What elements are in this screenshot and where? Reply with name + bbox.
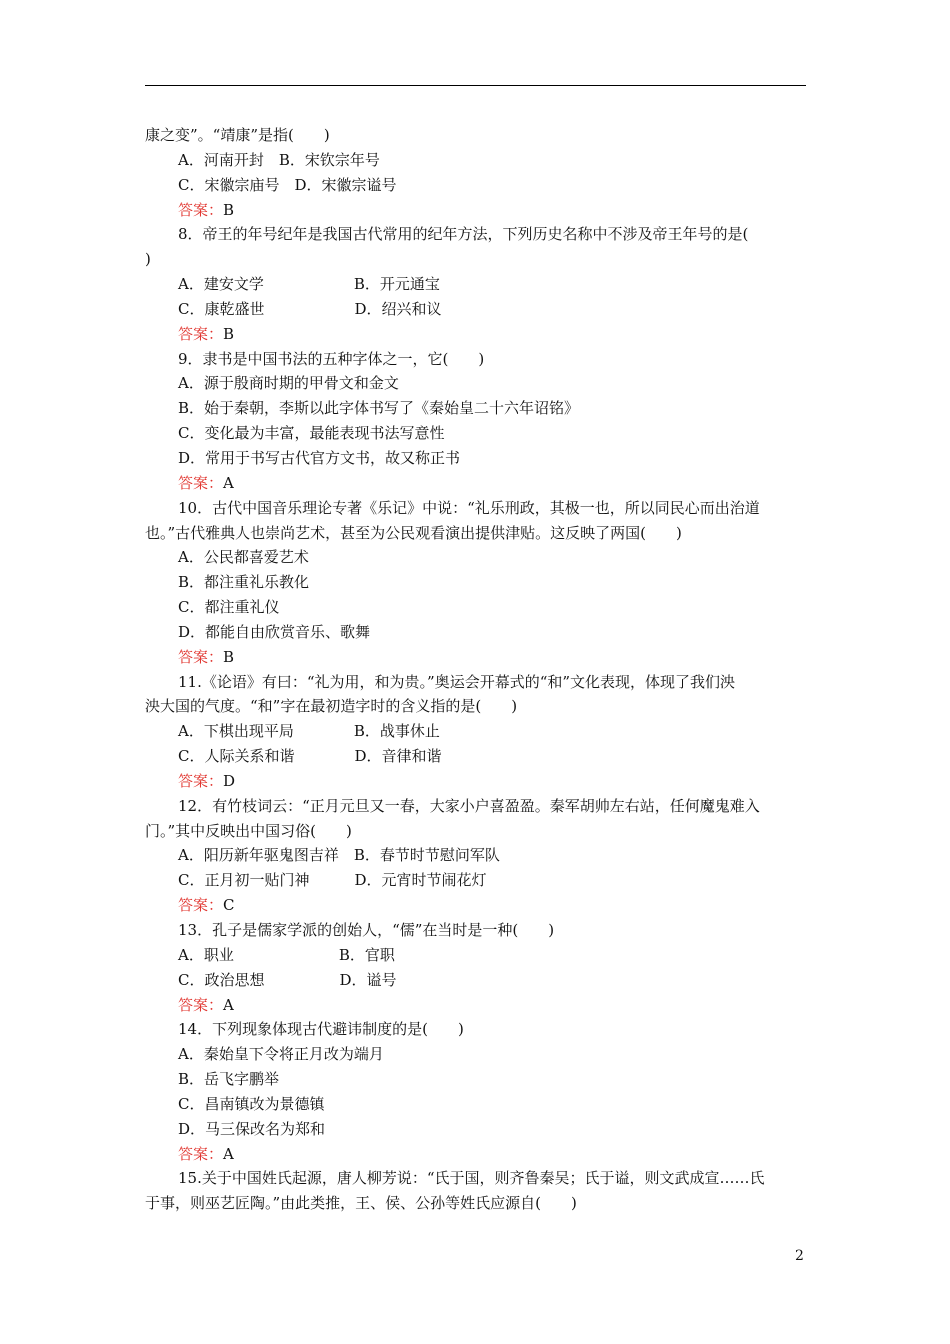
text-line: B．始于秦朝，李斯以此字体书写了《秦始皇二十六年诏铭》: [178, 399, 580, 418]
text-line: 8．帝王的年号纪年是我国古代常用的纪年方法，下列历史名称中不涉及帝王年号的是(: [178, 225, 749, 244]
text-line: 10．古代中国音乐理论专著《乐记》中说：“礼乐刑政，其极一也，所以同民心而出治道: [178, 498, 760, 517]
text-line: 9．隶书是中国书法的五种字体之一，它( ): [178, 349, 485, 368]
answer-line: [145, 198, 807, 223]
text-line: A．下棋出现平局 B．战事休止: [178, 722, 440, 741]
answer-line: [145, 893, 807, 918]
text-line: ): [145, 250, 151, 269]
answer-label: 答案：: [178, 896, 224, 915]
text-line: 于事，则巫艺匠陶。”由此类推，王、侯、公孙等姓氏应源自( ): [145, 1194, 577, 1213]
text-line: C．人际关系和谐 D．音律和谐: [178, 747, 442, 766]
text-line: B．都注重礼乐教化: [178, 573, 310, 592]
text-line: 泱大国的气度。“和”字在最初造字时的含义指的是( ): [145, 697, 518, 716]
answer-line: [145, 769, 807, 794]
answer-label: 答案：: [178, 200, 224, 219]
answer-line: [145, 645, 807, 670]
answer-line: [145, 993, 807, 1018]
answer-line: [145, 1142, 807, 1167]
text-line: D．都能自由欣赏音乐、歌舞: [178, 622, 371, 641]
text-line: C．正月初一贴门神 D．元宵时节闹花灯: [178, 871, 487, 890]
answer-value: A: [223, 473, 234, 492]
text-line: C．宋徽宗庙号 D．宋徽宗谥号: [178, 175, 397, 194]
answer-label: 答案：: [178, 771, 224, 790]
text-line: A．公民都喜爱艺术: [178, 548, 309, 567]
text-line: 15.关于中国姓氏起源，唐人柳芳说：“氏于国，则齐鲁秦吴；氏于谥，则文武成宣……氏: [178, 1169, 765, 1188]
text-line: A．源于殷商时期的甲骨文和金文: [178, 374, 399, 393]
text-line: C．政治思想 D．谥号: [178, 970, 397, 989]
answer-label: 答案：: [178, 473, 224, 492]
answer-value: A: [223, 1144, 234, 1163]
answer-value: B: [223, 324, 235, 343]
page-number: 2: [795, 1248, 804, 1264]
answer-value: D: [223, 771, 236, 790]
text-line: A．河南开封 B．宋钦宗年号: [178, 150, 380, 169]
text-line: 13．孔子是儒家学派的创始人，“儒”在当时是一种( ): [178, 921, 555, 939]
text-line: B．岳飞字鹏举: [178, 1070, 280, 1089]
text-line: 康之变”。“靖康”是指( ): [145, 126, 330, 144]
answer-label: 答案：: [178, 1144, 224, 1163]
answer-line: [145, 322, 807, 347]
answer-value: A: [223, 995, 234, 1014]
text-line: A．秦始皇下令将正月改为端月: [178, 1045, 384, 1064]
document-body: [145, 123, 807, 1216]
text-line: 14．下列现象体现古代避讳制度的是( ): [178, 1020, 464, 1039]
text-line: 也。”古代雅典人也崇尚艺术，甚至为公民观看演出提供津贴。这反映了两国( ): [145, 523, 682, 542]
answer-label: 答案：: [178, 995, 224, 1014]
text-line: 11.《论语》有曰：“礼为用，和为贵。”奥运会开幕式的“和”文化表现，体现了我们泱: [178, 672, 736, 691]
text-line: C．康乾盛世 D．绍兴和议: [178, 299, 442, 318]
answer-value: C: [223, 896, 235, 915]
text-line: C．都注重礼仪: [178, 598, 280, 617]
header-rule: [145, 85, 806, 86]
text-line: A．阳历新年驱鬼图吉祥 B．春节时节慰问军队: [178, 846, 500, 865]
answer-label: 答案：: [178, 324, 224, 343]
text-line: 门。”其中反映出中国习俗( ): [145, 821, 352, 840]
text-line: C．昌南镇改为景德镇: [178, 1094, 325, 1113]
answer-line: [145, 471, 807, 496]
answer-value: B: [223, 200, 235, 219]
answer-label: 答案：: [178, 647, 224, 666]
text-line: D．马三保改名为郑和: [178, 1119, 326, 1138]
text-line: D．常用于书写古代官方文书，故又称正书: [178, 448, 461, 467]
text-line: C．变化最为丰富，最能表现书法写意性: [178, 424, 445, 443]
text-line: A．职业 B．官职: [178, 945, 395, 964]
answer-value: B: [223, 647, 235, 666]
text-line: 12．有竹枝词云：“正月元旦又一春，大家小户喜盈盈。秦军胡帅左右站，任何魔鬼难入: [178, 796, 760, 815]
text-line: A．建安文学 B．开元通宝: [178, 275, 440, 294]
